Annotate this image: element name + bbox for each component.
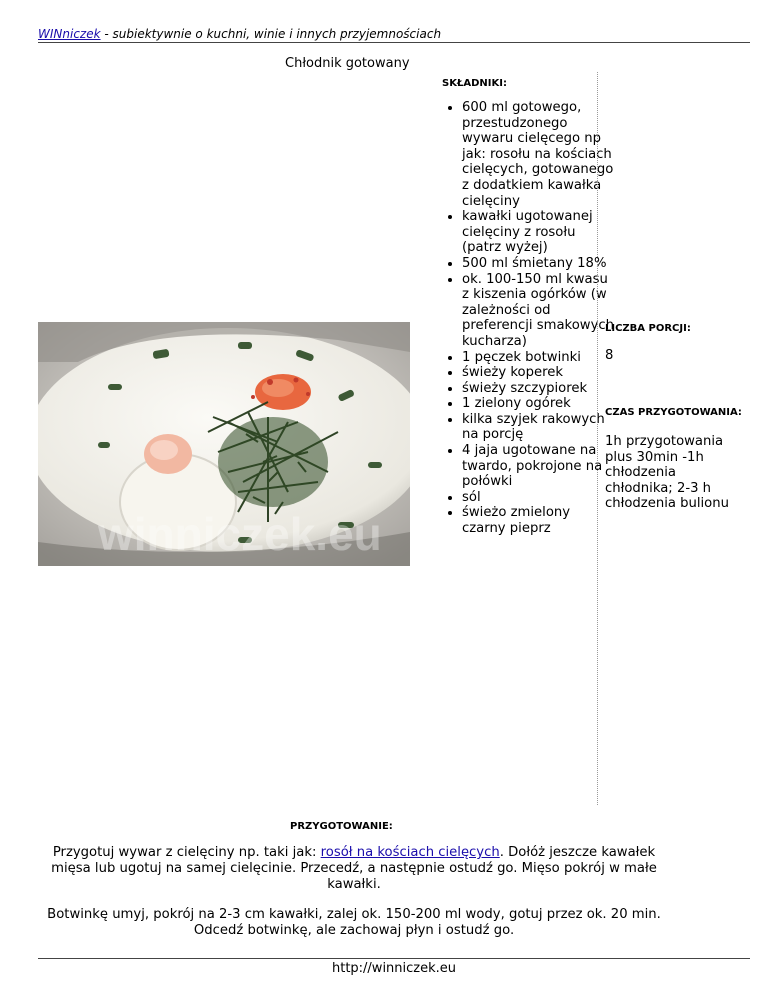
list-item: • 1 pęczek botwinki: [462, 350, 614, 366]
photo-watermark: winniczek.eu: [98, 508, 382, 560]
list-item: • 4 jaja ugotowane na twardo, pokrojone na połówki: [462, 443, 614, 490]
prep-time-block: [605, 407, 745, 512]
servings-block: [605, 323, 745, 364]
preparation-text: Przygotuj wywar z cielęciny np. taki jak:: [52, 845, 321, 860]
list-item: • 1 zielony ogórek: [462, 396, 614, 412]
footer-url: http://winniczek.eu: [331, 961, 457, 976]
ingredients-heading: SKŁADNIKI:: [442, 78, 507, 89]
list-item: • 600 ml gotowego, przestudzonego wywaru cielęcego np jak: rosołu na kościach cielęcych, gotowanego z dodatkiem kawałka cielęciny: [462, 100, 614, 209]
servings-value: 8: [605, 348, 614, 363]
site-home-link[interactable]: WINniczek: [38, 27, 101, 41]
ingredients-list: [442, 100, 614, 537]
list-item: • ok. 100-150 ml kwasu z kiszenia ogórków (w zależności od preferencji smakowych kucharza): [462, 272, 614, 350]
list-item: • kilka szyjek rakowych na porcję: [462, 412, 614, 443]
preparation-heading: PRZYGOTOWANIE:: [290, 821, 393, 832]
footer-divider: [38, 958, 750, 959]
list-item: • świeży szczypiorek: [462, 381, 614, 397]
column-divider: [597, 72, 598, 805]
preparation-paragraph: Botwinkę umyj, pokrój na 2-3 cm kawałki, zalej ok. 150-200 ml wody, gotuj przez ok. 20 min. Odcedź botwinkę, ale zachowaj płyn i ostudź go.: [47, 907, 661, 938]
prep-time-value: 1h przygotowania plus 30min -1h chłodzenia chłodnika; 2-3 h chłodzenia bulionu: [605, 434, 729, 512]
recipe-photo: [38, 322, 410, 566]
list-item: • kawałki ugotowanej cielęciny z rosołu (patrz wyżej): [462, 209, 614, 256]
list-item: • 500 ml śmietany 18%: [462, 256, 614, 272]
list-item: • sól: [462, 490, 614, 506]
prep-time-label: CZAS PRZYGOTOWANIA:: [605, 407, 742, 418]
preparation-paragraph: [38, 845, 670, 893]
site-tagline: - subiektywnie o kuchni, winie i innych przyjemnościach: [100, 27, 442, 41]
servings-label: LICZBA PORCJI:: [605, 323, 691, 334]
list-item: • świeżo zmielony czarny pieprz: [462, 505, 614, 536]
recipe-title: Chłodnik gotowany: [285, 56, 410, 71]
broth-recipe-link[interactable]: rosół na kościach cielęcych: [320, 845, 500, 860]
site-header: [38, 27, 750, 43]
list-item: • świeży koperek: [462, 365, 614, 381]
preparation-text: . Dołóż jeszcze kawałek mięsa lub ugotuj na samej cielęcinie. Przecedź, a następnie ostudź go. Mięso pokrój w małe kawałki.: [51, 845, 657, 892]
